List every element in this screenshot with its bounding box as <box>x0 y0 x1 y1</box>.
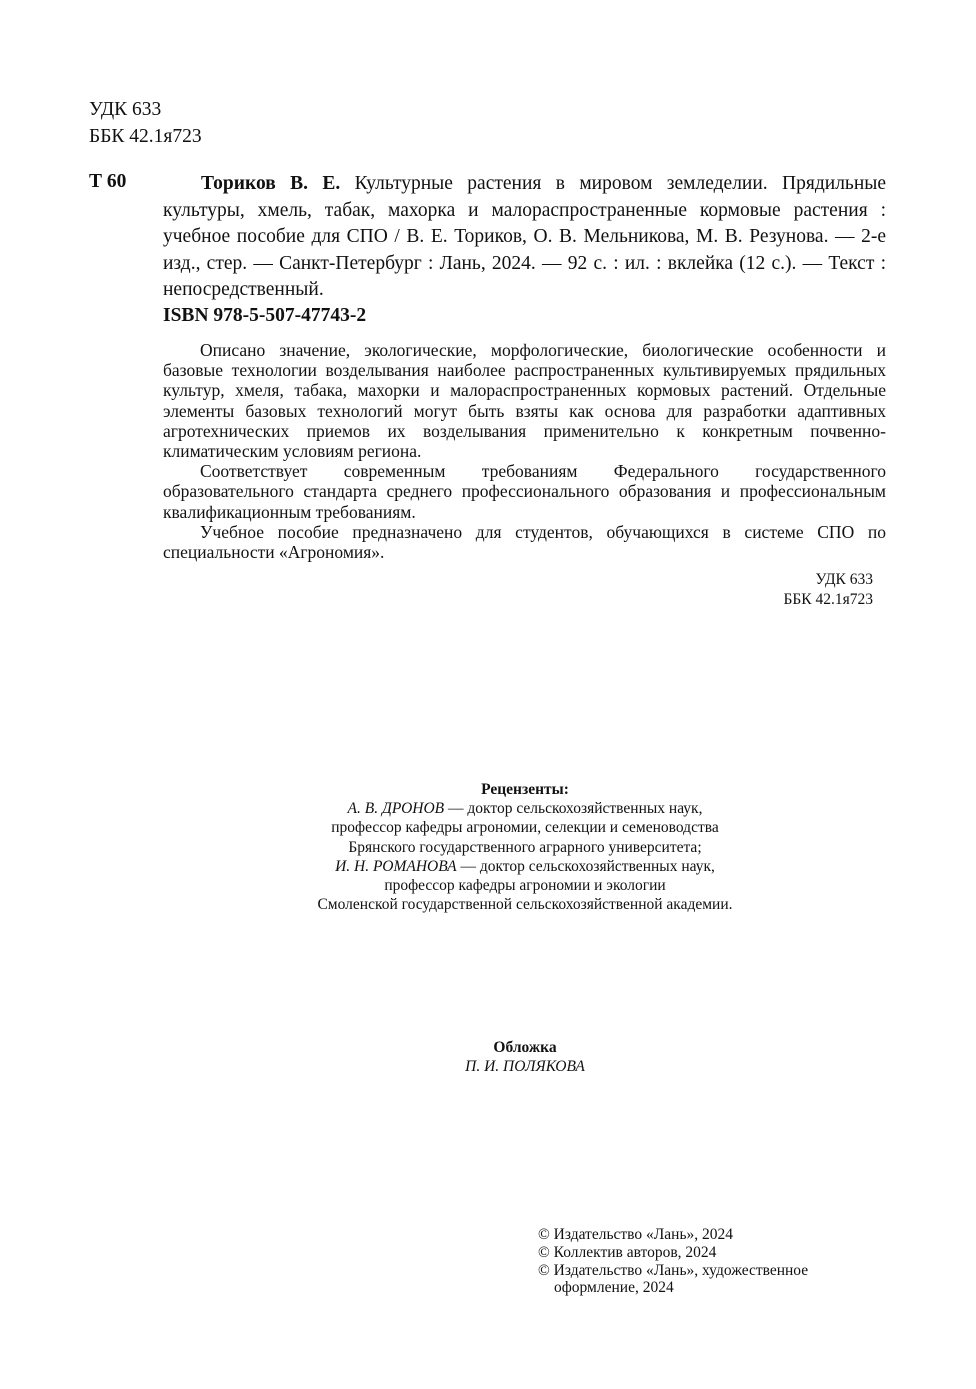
author-name: Ториков В. Е. <box>201 173 341 194</box>
reviewer-1-name: А. В. ДРОНОВ <box>347 800 445 818</box>
reviewer-2-position: профессор кафедры агрономии и экологии <box>384 877 666 895</box>
isbn: ISBN 978-5-507-47743-2 <box>163 305 367 326</box>
cover-credit <box>300 1038 750 1076</box>
reviewer-1-position: профессор кафедры агрономии, селекции и семеноводства <box>331 819 719 837</box>
reviewer-2 <box>200 857 850 876</box>
annotation-paragraph: Учебное пособие предназначено для студентов, обучающихся в системе СПО по специальности «Агрономия». <box>163 521 886 563</box>
cover-heading: Обложка <box>493 1039 557 1056</box>
udc-block-right <box>700 570 873 610</box>
reviewer-1 <box>200 799 850 818</box>
udc-block-top <box>89 96 202 150</box>
reviewers <box>200 780 850 914</box>
copyright-line: оформление, 2024 <box>554 1279 674 1297</box>
reviewers-heading: Рецензенты: <box>481 781 569 798</box>
annotation-paragraph: Описано значение, экологические, морфологические, биологические особенности и базовые технологии возделывания наиболее распространенных культивируемых прядильных культур, хмеля, табака, махорки и малораспространенных кормовых растений. Отдельные элементы базовых технологий могут быть взяты как основа для разработки адаптивных агротехнических приемов их возделывания применительно к конкретным почвенно-климатическим условиям региона. <box>163 340 886 462</box>
bibliographic-text: Культурные растения в мировом земледелии. Прядильные культуры, хмель, табак, махорка и малораспространенные кормовые растения : учебное пособие для СПО / В. Е. Ториков, О. В. Мельникова, М. В. Резунова. — 2-е изд., стер. — Санкт-Петербург : Лань, 2024. — 92 с. : ил. : вклейка (12 с.). — Текст : непосредственный. <box>163 173 887 300</box>
reviewer-2-name: И. Н. РОМАНОВА <box>335 857 457 875</box>
bibliographic-record <box>163 171 886 304</box>
copyright-block <box>538 1226 868 1297</box>
bbk-code: ББК 42.1я723 <box>783 591 873 608</box>
udk-code: УДК 633 <box>815 571 873 588</box>
copyright-line: © Коллектив авторов, 2024 <box>538 1243 717 1261</box>
reviewer-2-degree: — доктор сельскохозяйственных наук, <box>456 857 715 875</box>
cover-artist: П. И. ПОЛЯКОВА <box>465 1058 585 1075</box>
udk-code: УДК 633 <box>89 99 162 120</box>
reviewer-1-degree: — доктор сельскохозяйственных наук, <box>444 800 703 818</box>
reviewer-2-affiliation: Смоленской государственной сельскохозяйственной академии. <box>317 896 733 914</box>
annotation <box>163 340 886 562</box>
copyright-line: © Издательство «Лань», художественное <box>538 1261 809 1279</box>
reviewer-1-affiliation: Брянского государственного аграрного университета; <box>348 838 702 856</box>
annotation-paragraph: Соответствует современным требованиям Федерального государственного образовательного стандарта среднего профессионального образования и профессиональным квалификационным требованиям. <box>163 461 886 522</box>
bbk-code: ББК 42.1я723 <box>89 126 202 147</box>
author-code: Т 60 <box>89 171 127 192</box>
copyright-line: © Издательство «Лань», 2024 <box>538 1226 734 1243</box>
